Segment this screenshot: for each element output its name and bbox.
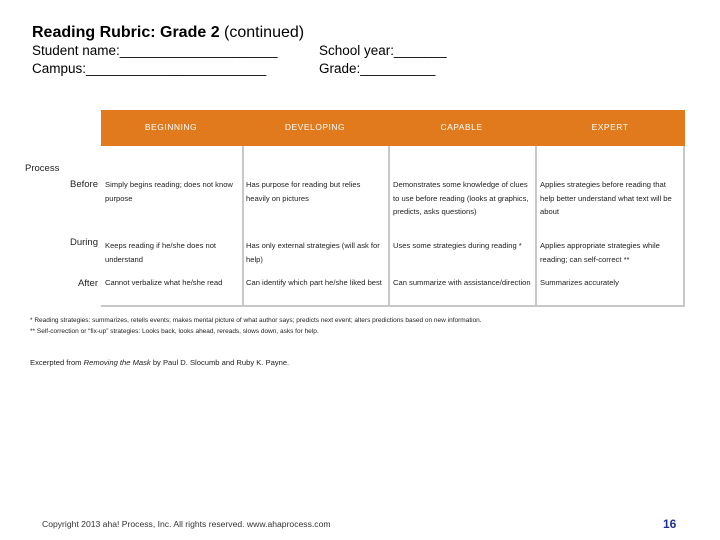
excerpt-citation <box>30 358 289 367</box>
cell-during-beginning: Keeps reading if he/she does not understand <box>105 241 217 264</box>
school-year-field: School year:_______ <box>319 43 447 58</box>
title-main: Reading Rubric: Grade 2 <box>32 24 220 41</box>
excerpt-prefix: Excerpted from <box>30 358 84 367</box>
page-title <box>32 24 304 42</box>
row-label-after: After <box>77 278 98 289</box>
student-name-field: Student name:_____________________ <box>32 43 278 58</box>
column-divider <box>388 146 390 305</box>
title-suffix: (continued) <box>219 24 305 41</box>
cell-before-developing: Has purpose for reading but relies heavily on pictures <box>246 180 361 203</box>
header-beginning: BEGINNING <box>144 122 198 132</box>
cell-during-expert: Applies appropriate strategies while reading; can self-correct ** <box>540 241 660 264</box>
cell-before-beginning: Simply begins reading; does not know purpose <box>105 180 233 203</box>
excerpt-book-title: Removing the Mask <box>83 358 151 367</box>
cell-after-developing: Can identify which part he/she liked best <box>246 278 382 287</box>
header-capable: CAPABLE <box>440 122 483 132</box>
cell-after-capable: Can summarize with assistance/direction <box>393 278 531 287</box>
section-label-process: Process <box>25 163 60 174</box>
column-divider <box>242 146 244 305</box>
grade-field: Grade:__________ <box>319 61 436 76</box>
header-expert: EXPERT <box>591 122 629 132</box>
page-number: 16 <box>663 517 677 531</box>
row-label-before: Before <box>70 179 98 190</box>
cell-after-beginning: Cannot verbalize what he/she read <box>105 278 223 287</box>
cell-after-expert: Summarizes accurately <box>540 278 619 287</box>
cell-during-capable: Uses some strategies during reading * <box>393 241 522 250</box>
copyright-footer: Copyright 2013 aha! Process, Inc. All rights reserved. www.ahaprocess.com <box>42 519 331 529</box>
cell-during-developing: Has only external strategies (will ask for help) <box>246 241 380 264</box>
header-developing: DEVELOPING <box>284 122 346 132</box>
cell-before-expert: Applies strategies before reading that help better understand what text will be about <box>540 180 672 216</box>
campus-field: Campus:________________________ <box>32 61 267 76</box>
footnote-self-correction: ** Self-correction or “fix-up” strategies: Looks back, looks ahead, rereads, slows down, asks for help. <box>30 328 319 335</box>
cell-before-capable: Demonstrates some knowledge of clues to use before reading (looks at graphics, predicts, asks questions) <box>393 180 529 216</box>
footnote-reading-strategies: * Reading strategies: summarizes, retells events; makes mental picture of what author says; predicts next event; alters predictions based on new information. <box>30 317 482 324</box>
column-divider <box>535 146 537 305</box>
rubric-header-band <box>101 110 685 146</box>
excerpt-suffix: by Paul D. Slocumb and Ruby K. Payne. <box>150 358 290 367</box>
row-label-during: During <box>70 237 98 248</box>
